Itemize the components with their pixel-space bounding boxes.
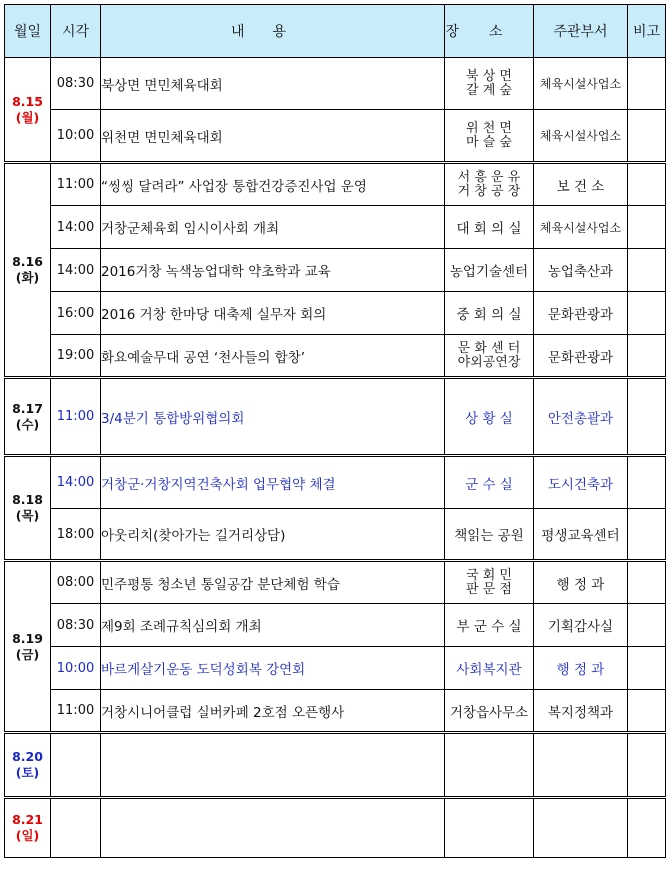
date-label: 8.15 <box>12 93 43 109</box>
weekday-label: (화) <box>15 270 40 285</box>
date-cell <box>5 561 51 733</box>
event-content-cell <box>101 798 445 858</box>
date-label: 8.21 <box>12 812 43 827</box>
date-label: 8.20 <box>12 749 43 764</box>
date-cell <box>5 733 51 798</box>
event-content-cell <box>101 733 445 798</box>
place-cell <box>445 58 534 110</box>
place-cell <box>445 206 534 249</box>
event-content-cell: 제9회 조례규칙심의회 개최 <box>101 604 445 647</box>
event-content-cell: 북상면 면민체육대회 <box>101 58 445 110</box>
place-cell <box>445 690 534 733</box>
note-cell <box>628 690 666 733</box>
schedule-row <box>5 335 666 378</box>
place-line: 사회복지관 <box>456 662 522 678</box>
schedule-row <box>5 163 666 206</box>
dept-cell: 기획감사실 <box>534 604 628 647</box>
schedule-row <box>5 378 666 456</box>
place-line: 중 회 의 실 <box>456 307 522 323</box>
time-cell: 18:00 <box>51 509 101 561</box>
place-line: 거창읍사무소 <box>449 704 529 721</box>
place-cell <box>445 604 534 647</box>
note-cell <box>628 647 666 690</box>
note-cell <box>628 110 666 163</box>
dept-cell: 안전총괄과 <box>534 378 628 456</box>
place-cell <box>445 163 534 206</box>
place-line: 군 수 실 <box>465 476 513 493</box>
note-cell <box>628 163 666 206</box>
dept-cell <box>534 798 628 858</box>
event-content-cell: 거창군·거창지역건축사회 업무협약 체결 <box>101 456 445 509</box>
date-cell <box>5 798 51 858</box>
place-line: 농업기술센터 <box>449 264 529 280</box>
date-label: 8.18 <box>12 492 43 507</box>
event-content-cell: “씽씽 달려라” 사업장 통합건강증진사업 운영 <box>101 163 445 206</box>
place-line: 마 슬 숲 <box>466 134 512 150</box>
dept-cell: 보 건 소 <box>534 163 628 206</box>
dept-cell <box>534 733 628 798</box>
schedule-row <box>5 249 666 292</box>
note-cell <box>628 378 666 456</box>
time-cell: 14:00 <box>51 249 101 292</box>
date-label: 8.16 <box>12 254 43 269</box>
header-content: 내용 <box>101 5 445 58</box>
dept-cell: 복지정책과 <box>534 690 628 733</box>
dept-cell: 문화관광과 <box>534 292 628 335</box>
note-cell <box>628 292 666 335</box>
event-content-cell: 위천면 면민체육대회 <box>101 110 445 163</box>
date-cell <box>5 378 51 456</box>
schedule-row <box>5 58 666 110</box>
header-date: 월일 <box>5 5 51 58</box>
place-line: 거 창 공 장 <box>457 183 521 199</box>
place-cell <box>445 561 534 604</box>
dept-cell: 행 정 과 <box>534 647 628 690</box>
schedule-table <box>4 4 666 858</box>
date-label: 8.19 <box>12 630 43 646</box>
note-cell <box>628 561 666 604</box>
place-line: 부 군 수 실 <box>456 619 522 635</box>
schedule-row <box>5 604 666 647</box>
place-cell <box>445 733 534 798</box>
schedule-row <box>5 561 666 604</box>
note-cell <box>628 249 666 292</box>
event-content-cell: 2016 거창 한마당 대축제 실무자 회의 <box>101 292 445 335</box>
time-cell: 14:00 <box>51 206 101 249</box>
time-cell: 16:00 <box>51 292 101 335</box>
event-content-cell: 거창군체육회 임시이사회 개최 <box>101 206 445 249</box>
header-time: 시각 <box>51 5 101 58</box>
place-line: 위 천 면 <box>466 120 512 136</box>
weekday-label: (일) <box>15 828 40 843</box>
place-line: 북 상 면 <box>466 68 512 84</box>
header-dept: 주관부서 <box>534 5 628 58</box>
time-cell: 08:00 <box>51 561 101 604</box>
dept-cell: 체육시설사업소 <box>534 110 628 163</box>
dept-cell: 체육시설사업소 <box>534 206 628 249</box>
note-cell <box>628 509 666 561</box>
time-cell <box>51 733 101 798</box>
schedule-row <box>5 733 666 798</box>
time-cell: 08:30 <box>51 604 101 647</box>
place-cell <box>445 110 534 163</box>
weekday-label: (수) <box>15 416 40 432</box>
time-cell: 11:00 <box>51 378 101 456</box>
place-cell <box>445 292 534 335</box>
event-content-cell: 아웃리치(찾아가는 길거리상담) <box>101 509 445 561</box>
schedule-container <box>4 4 666 858</box>
note-cell <box>628 206 666 249</box>
place-cell <box>445 249 534 292</box>
time-cell: 19:00 <box>51 335 101 378</box>
schedule-row <box>5 690 666 733</box>
date-cell <box>5 58 51 163</box>
note-cell <box>628 798 666 858</box>
header-row <box>5 5 666 58</box>
schedule-row <box>5 647 666 690</box>
header-place: 장소 <box>445 5 534 58</box>
weekday-label: (토) <box>15 765 40 780</box>
event-content-cell: 민주평통 청소년 통일공감 분단체험 학습 <box>101 561 445 604</box>
schedule-row <box>5 110 666 163</box>
time-cell <box>51 798 101 858</box>
note-cell <box>628 604 666 647</box>
place-cell <box>445 456 534 509</box>
time-cell: 11:00 <box>51 163 101 206</box>
note-cell <box>628 733 666 798</box>
place-line: 책읽는 공원 <box>454 528 524 544</box>
place-cell <box>445 647 534 690</box>
place-line: 대 회 의 실 <box>456 221 522 237</box>
place-line: 판 문 점 <box>466 581 512 597</box>
place-line: 국 회 민 <box>466 567 512 583</box>
date-label: 8.17 <box>12 400 43 416</box>
schedule-body <box>5 58 666 858</box>
time-cell: 10:00 <box>51 110 101 163</box>
event-content-cell: 거창시니어클럽 실버카페 2호점 오픈행사 <box>101 690 445 733</box>
place-line: 서 흥 운 유 <box>457 169 521 185</box>
schedule-row <box>5 456 666 509</box>
schedule-row <box>5 292 666 335</box>
place-cell <box>445 509 534 561</box>
weekday-label: (월) <box>15 109 40 125</box>
dept-cell: 농업축산과 <box>534 249 628 292</box>
dept-cell: 도시건축과 <box>534 456 628 509</box>
time-cell: 14:00 <box>51 456 101 509</box>
dept-cell: 행 정 과 <box>534 561 628 604</box>
schedule-row <box>5 509 666 561</box>
place-line: 문 화 센 터 <box>457 340 521 356</box>
note-cell <box>628 335 666 378</box>
header-note: 비고 <box>628 5 666 58</box>
dept-cell: 평생교육센터 <box>534 509 628 561</box>
date-cell <box>5 163 51 378</box>
place-line: 상 황 실 <box>465 410 513 427</box>
place-cell <box>445 798 534 858</box>
weekday-label: (목) <box>15 508 40 523</box>
event-content-cell: 바르게살기운동 도덕성회복 강연회 <box>101 647 445 690</box>
date-cell <box>5 456 51 561</box>
schedule-row <box>5 798 666 858</box>
event-content-cell: 화요예술무대 공연 ‘천사들의 합창’ <box>101 335 445 378</box>
event-content-cell: 3/4분기 통합방위협의회 <box>101 378 445 456</box>
note-cell <box>628 456 666 509</box>
dept-cell: 문화관광과 <box>534 335 628 378</box>
dept-cell: 체육시설사업소 <box>534 58 628 110</box>
place-cell <box>445 335 534 378</box>
event-content-cell: 2016거창 녹색농업대학 약초학과 교육 <box>101 249 445 292</box>
schedule-row <box>5 206 666 249</box>
place-line: 야외공연장 <box>457 354 521 370</box>
time-cell: 11:00 <box>51 690 101 733</box>
place-line: 갈 계 숲 <box>466 82 512 98</box>
weekday-label: (금) <box>15 646 40 662</box>
note-cell <box>628 58 666 110</box>
time-cell: 08:30 <box>51 58 101 110</box>
place-cell <box>445 378 534 456</box>
time-cell: 10:00 <box>51 647 101 690</box>
